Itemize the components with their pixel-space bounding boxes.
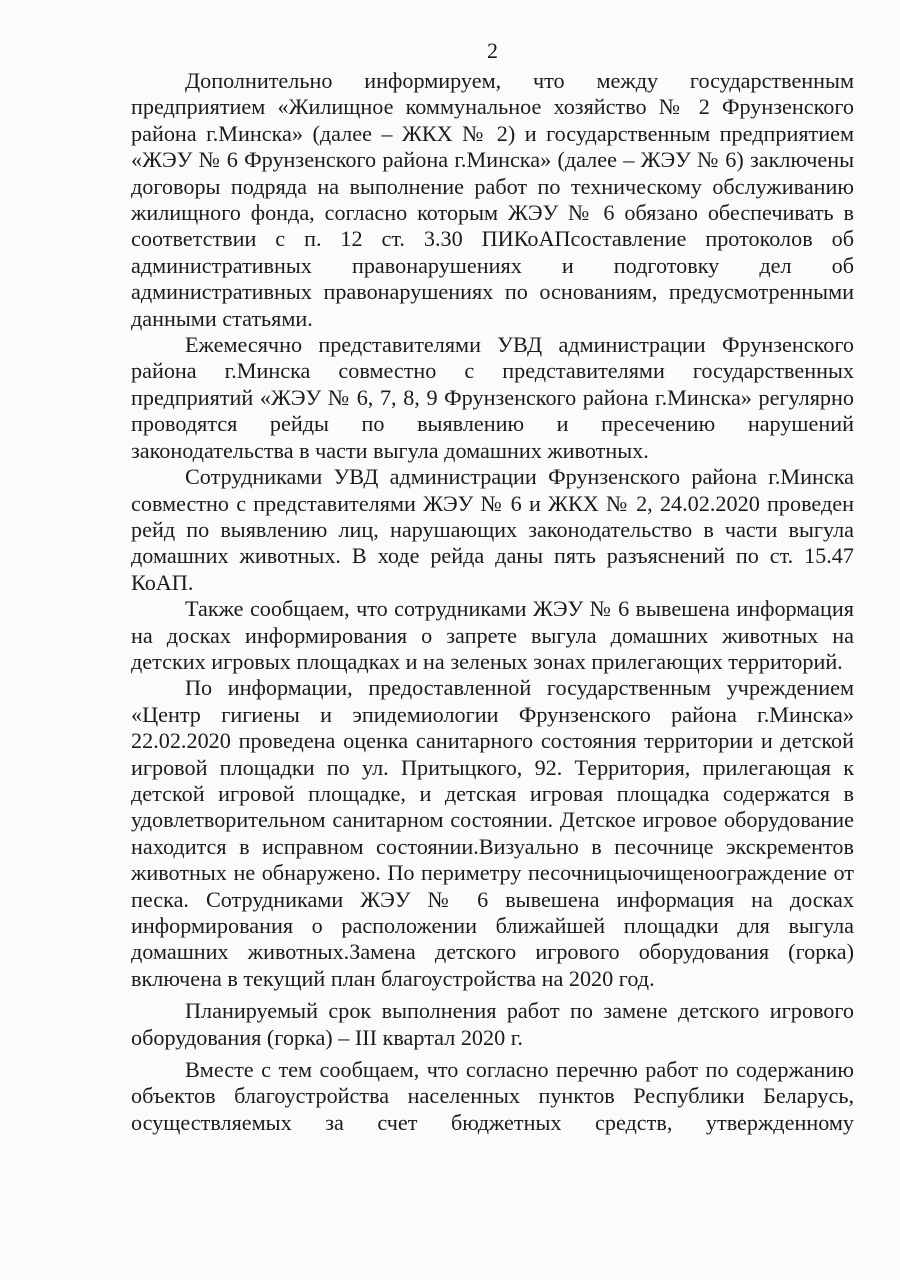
paragraph-budget-works: Вместе с тем сообщаем, что согласно перечню работ по содержанию объектов благоустройства населенных пунктов Республики Беларусь, осуществляемых за счет бюджетных средств, утвержденному (131, 1057, 854, 1135)
paragraph-raid-result: Сотрудниками УВД администрации Фрунзенского района г.Минска совместно с представителями ЖЭУ № 6 и ЖКХ № 2, 24.02.2020 проведен рейд по выявлению лиц, нарушающих законодательство в части выгула домашних животных. В ходе рейда даны пять разъяснений по ст. 15.47 КоАП. (131, 464, 854, 595)
paragraph-sanitary-assessment: По информации, предоставленной государственным учреждением «Центр гигиены и эпидемиологии Фрунзенского района г.Минска» 22.02.2020 проведена оценка санитарного состояния территории и детской игровой площадки по ул. Притыцкого, 92. Территория, прилегающая к детской игровой площадке, и детская игровая площадка содержатся в удовлетворительном санитарном состоянии. Детское игровое оборудование находится в исправном состоянии.Визуально в песочнице экскрементов животных не обнаружено. По периметру песочницыочищеноограждение от песка. Сотрудниками ЖЭУ № 6 вывешена информация на досках информирования о расположении ближайшей площадки для выгула домашних животных.Замена детского игрового оборудования (горка) включена в текущий план благоустройства на 2020 год. (131, 675, 854, 991)
paragraph-info-boards: Также сообщаем, что сотрудниками ЖЭУ № 6 вывешена информация на досках информирования о запрете выгула домашних животных на детских игровых площадках и на зеленых зонах прилегающих территорий. (131, 596, 854, 674)
paragraph-planned-works: Планируемый срок выполнения работ по замене детского игрового оборудования (горка) – III квартал 2020 г. (131, 998, 854, 1050)
page-number: 2 (487, 38, 498, 63)
paragraph-monthly-raids: Ежемесячно представителями УВД администрации Фрунзенского района г.Минска совместно с представителями государственных предприятий «ЖЭУ № 6, 7, 8, 9 Фрунзенского района г.Минска» регулярно проводятся рейды по выявлению и пресечению нарушений законодательства в части выгула домашних животных. (131, 332, 854, 463)
paragraph-contracts: Дополнительно информируем, что между государственным предприятием «Жилищное коммунальное хозяйство № 2 Фрунзенского района г.Минска» (далее – ЖКХ № 2) и государственным предприятием «ЖЭУ № 6 Фрунзенского района г.Минска» (далее – ЖЭУ № 6) заключены договоры подряда на выполнение работ по техническому обслуживанию жилищного фонда, согласно которым ЖЭУ № 6 обязано обеспечивать в соответствии с п. 12 ст. 3.30 ПИКоАПсоставление протоколов об административных правонарушениях и подготовку дел об административных правонарушениях по основаниям, предусмотренными данными статьями. (131, 68, 854, 331)
